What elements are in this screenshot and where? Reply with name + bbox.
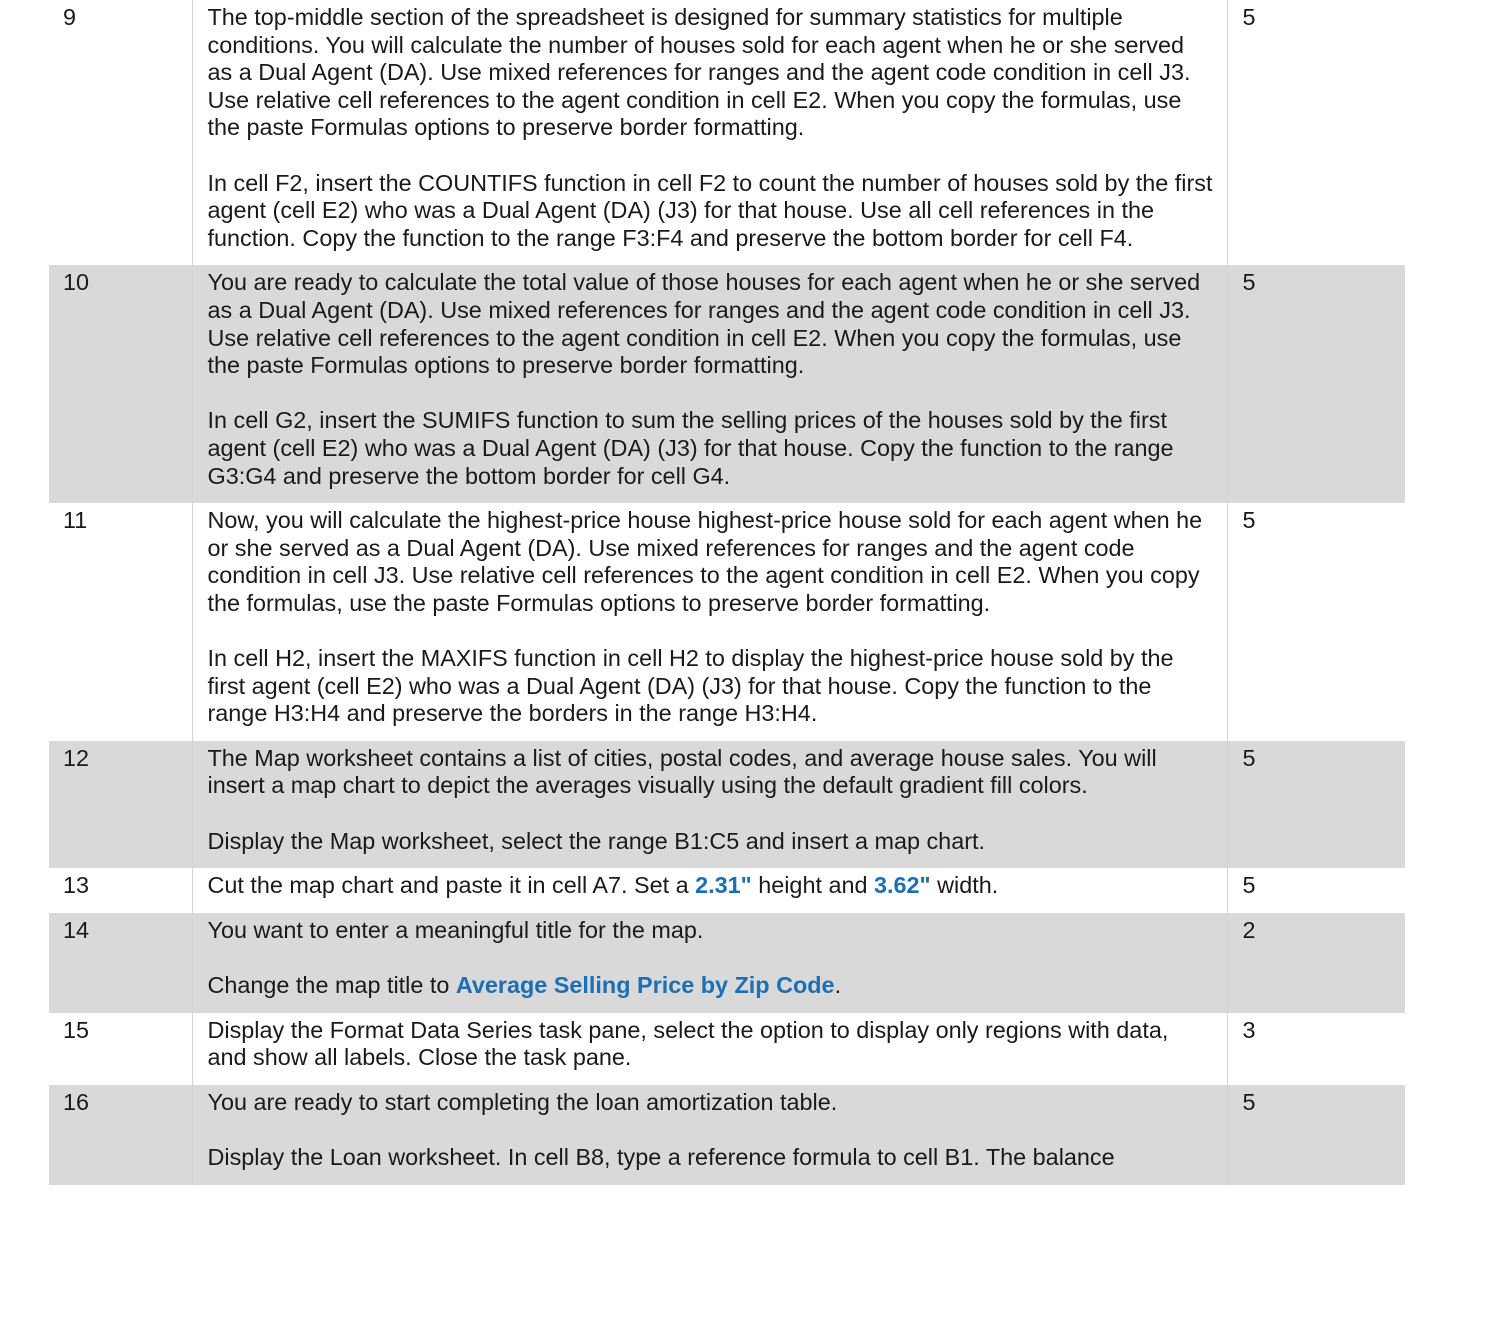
step-points: 5 [1227,1085,1405,1185]
table-row [49,0,1405,265]
instruction-paragraph: In cell G2, insert the SUMIFS function to sum the selling prices of the houses sold by the first agent (cell E2) who was a Dual Agent (DA) (J3) for that house. Copy the function to the range G3:G4 and preserve the bottom border for cell G4. [207,407,1174,489]
step-number: 15 [63,1016,90,1043]
instruction-paragraph: Display the Loan worksheet. In cell B8, type a reference formula to cell B1. The balance [207,1143,1115,1170]
step-points: 5 [1227,265,1405,503]
step-number: 11 [63,507,88,534]
step-instructions [192,913,1227,1013]
step-points: 5 [1227,0,1405,265]
step-instructions [192,0,1227,265]
instruction-text: width. [930,872,999,899]
step-points: 5 [1227,868,1405,913]
step-instructions [192,868,1227,913]
instruction-paragraph: The top-middle section of the spreadsheet is designed for summary statistics for multiple conditions. You will calculate the number of houses sold for each agent when he or she served as a Dual Agent (DA). Use mixed references for ranges and the agent code condition in cell J3. Use relative cell references to the agent condition in cell E2. When you copy the formulas, use the paste Formulas options to preserve border formatting. [207,4,1191,141]
instruction-text: height and [751,872,874,899]
map-title-value: Average Selling Price by Zip Code [455,972,835,998]
table-row [49,913,1405,1013]
width-value: 3.62" [873,872,931,899]
step-number: 14 [49,913,192,1013]
instruction-paragraph [208,872,1213,900]
instruction-paragraph: Display the Map worksheet, select the range B1:C5 and insert a map chart. [207,827,985,854]
instruction-paragraph: You are ready to start completing the loan amortization table. [207,1088,838,1115]
table-row [49,868,1405,913]
step-points: 5 [1227,503,1405,741]
step-instructions [192,503,1227,741]
instructions-table [49,0,1405,1185]
instruction-paragraph [208,972,1213,1000]
step-number: 10 [49,265,192,503]
step-number: 12 [49,741,192,868]
height-value: 2.31" [695,872,752,899]
step-instructions [192,1085,1227,1185]
instruction-paragraph: You want to enter a meaningful title for the map. [207,916,704,943]
instruction-text: Cut the map chart and paste it in cell A7. Set a [207,872,696,899]
table-row [49,265,1405,503]
instruction-paragraph: In cell H2, insert the MAXIFS function in cell H2 to display the highest-price house sold by the first agent (cell E2) who was a Dual Agent (DA) (J3) for that house. Copy the function to the range H3:H4 and preserve the borders in the range H3:H4. [207,645,1174,727]
step-points: 3 [1227,1013,1405,1085]
table-row [49,741,1405,868]
instruction-paragraph: In cell F2, insert the COUNTIFS function in cell F2 to count the number of houses sold by the first agent (cell E2) who was a Dual Agent (DA) (J3) for that house. Use all cell references in the function. Copy the function to the range F3:F4 and preserve the bottom border for cell F4. [207,169,1213,251]
instruction-paragraph: Now, you will calculate the highest-price house highest-price house sold for each agent when he or she served as a Dual Agent (DA). Use mixed references for ranges and the agent code condition in cell J3. Use relative cell references to the agent condition in cell E2. When you copy the formulas, use the paste Formulas options to preserve border formatting. [207,507,1203,616]
step-number: 16 [49,1085,192,1185]
step-points: 2 [1227,913,1405,1013]
instruction-text: Change the map title to [207,972,456,998]
table-row [49,1013,1405,1085]
instruction-paragraph: Display the Format Data Series task pane, select the option to display only regions with data, and show all labels. Close the task pane. [207,1016,1169,1071]
step-instructions [192,265,1227,503]
step-instructions [192,741,1227,868]
table-row [49,503,1405,741]
step-points: 5 [1227,741,1405,868]
instruction-paragraph: The Map worksheet contains a list of cities, postal codes, and average house sales. You will insert a map chart to depict the averages visually using the default gradient fill colors. [207,744,1157,799]
instruction-paragraph: You are ready to calculate the total value of those houses for each agent when he or she served as a Dual Agent (DA). Use mixed references for ranges and the agent code condition in cell J3. Use relative cell references to the agent condition in cell E2. When you copy the formulas, use the paste Formulas options to preserve border formatting. [207,269,1201,379]
step-number: 13 [63,872,90,899]
step-instructions [192,1013,1227,1085]
step-number: 9 [63,4,77,30]
table-row [49,1085,1405,1185]
instruction-text: . [834,972,842,998]
